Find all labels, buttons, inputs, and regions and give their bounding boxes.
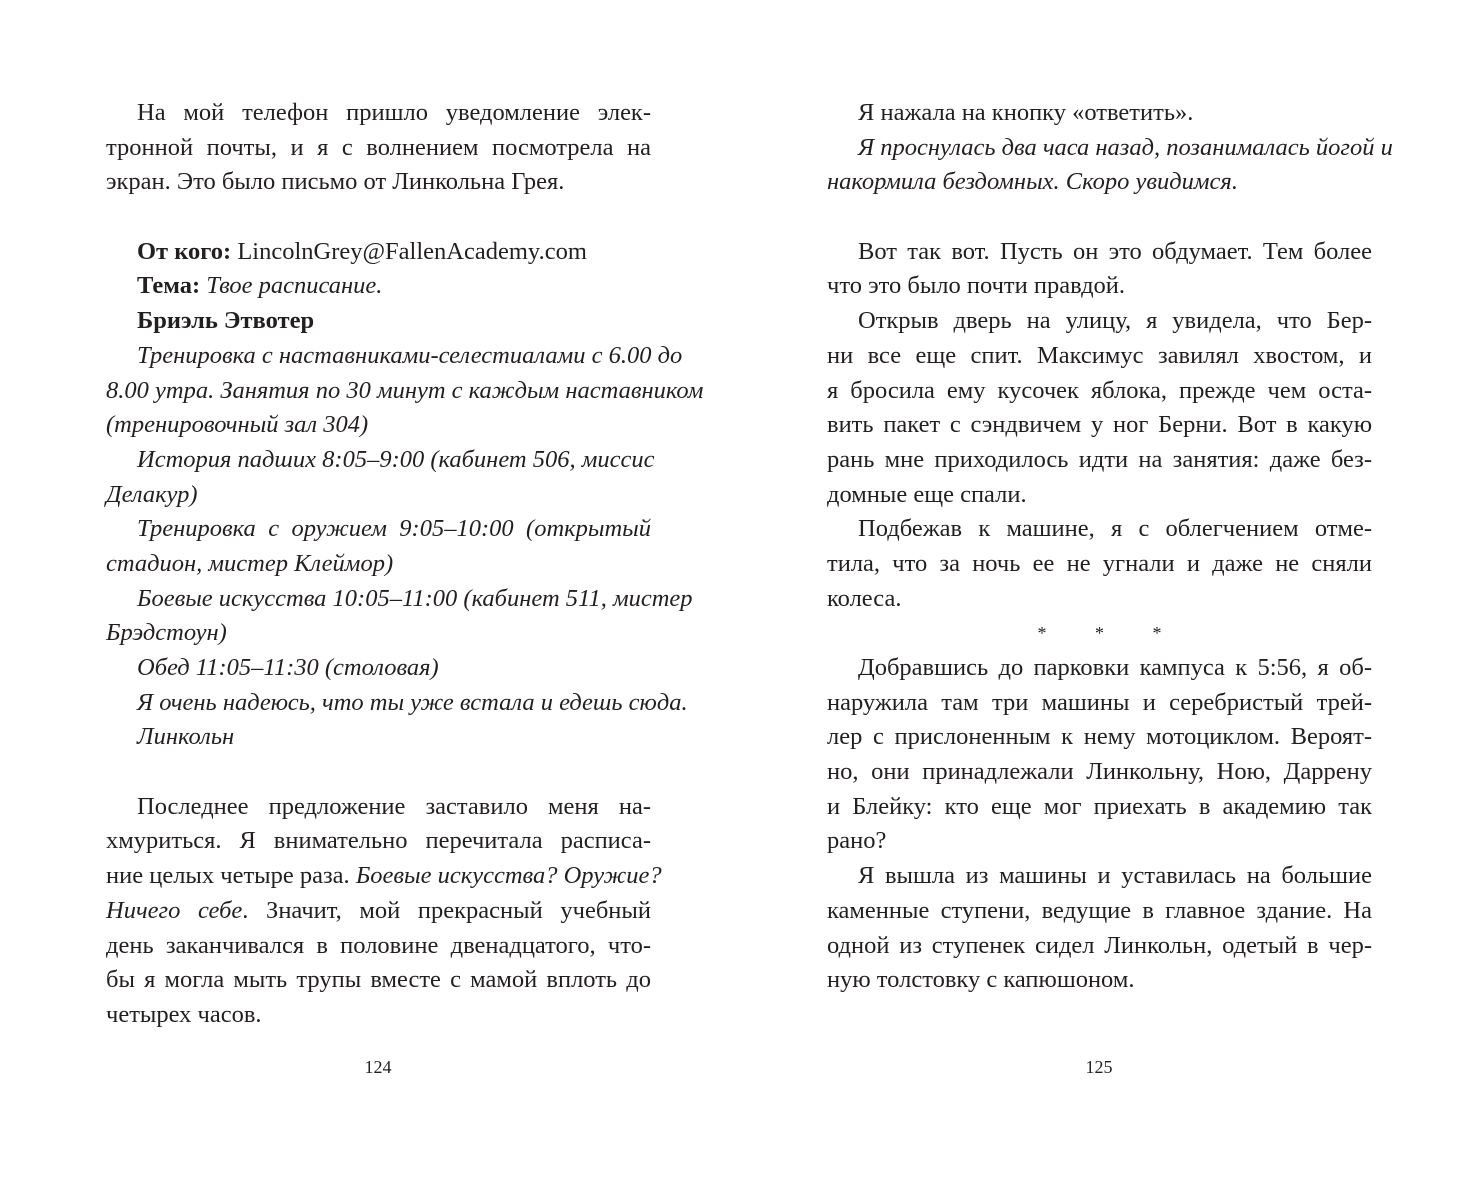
schedule-line: Делакур) (106, 480, 198, 508)
text-line: Вот так вот. Пусть он это обдумает. Тем более (858, 237, 1372, 265)
schedule-line: Тренировка с наставниками-селестиалами с 6.00 до (137, 341, 683, 369)
section-separator: * * * (1037, 623, 1184, 644)
schedule-line: Тренировка с оружием 9:05–10:00 (открытый (137, 515, 651, 543)
schedule-line: 8.00 утра. Занятия по 30 минут с каждым наставником (106, 376, 704, 404)
schedule-line: Брэдстоун) (106, 619, 227, 647)
email-from-label: От кого: (137, 237, 232, 265)
text-line: колеса. (827, 584, 902, 612)
schedule-line: Боевые искусства 10:05–11:00 (кабинет 511, мистер (137, 584, 693, 612)
text-fragment: . Значит, мой прекрасный учебный (242, 896, 651, 924)
text-line: день заканчивался в половине двенадцатого, что- (106, 931, 651, 959)
text-line: тронной почты, и я с волнением посмотрела на (106, 133, 651, 161)
page-number-left: 124 (364, 1057, 392, 1077)
schedule-line: История падших 8:05–9:00 (кабинет 506, миссис (137, 445, 655, 473)
schedule-line: Обед 11:05–11:30 (столовая) (137, 654, 439, 681)
email-subject-value: Твое расписание. (206, 272, 383, 300)
text-line: Открыв дверь на улицу, я увидела, что Бер- (858, 307, 1372, 335)
text-line: хмуриться. Я внимательно перечитала расписа- (106, 827, 651, 855)
text-line: и Блейку: кто еще мог приехать в академию так (827, 792, 1372, 820)
text-line: рань мне приходилось идти на занятия: даже без- (827, 445, 1372, 473)
text-line: четырех часов. (106, 1000, 262, 1028)
text-line: тила, что за ночь ее не угнали и даже не сняли (827, 549, 1372, 577)
email-subject-label: Тема: (137, 272, 201, 300)
reply-text-line: Я проснулась два часа назад, позанималась йогой и (858, 133, 1393, 161)
text-line: каменные ступени, ведущие в главное здание. На (827, 896, 1372, 924)
text-line: бы я могла мыть трупы вместе с мамой вплоть до (106, 966, 651, 994)
reply-text-line: накормила бездомных. Скоро увидимся. (827, 168, 1238, 196)
text-line: я бросила ему кусочек яблока, прежде чем оста- (827, 376, 1372, 404)
right-page (827, 96, 1393, 998)
email-subject (106, 269, 651, 304)
text-fragment-italic: Ничего себе (106, 896, 243, 924)
email-from-value: LincolnGrey@FallenAcademy.com (237, 237, 587, 265)
text-line: Подбежав к машине, я с облегчением отме- (858, 515, 1372, 543)
text-line: Добравшись до парковки кампуса к 5:56, я об- (858, 654, 1372, 681)
email-closing-line: Я очень надеюсь, что ты уже встала и едешь сюда. (137, 688, 688, 716)
text-line: На мой телефон пришло уведомление элек- (137, 99, 651, 126)
text-line: Я нажала на кнопку «ответить». (858, 99, 1194, 126)
schedule-line: (тренировочный зал 304) (106, 411, 369, 439)
text-line: Последнее предложение заставило меня на- (137, 792, 651, 820)
page-number-right: 125 (1085, 1057, 1113, 1077)
text-fragment-italic: Боевые искусства? Оружие? (355, 862, 662, 890)
text-line: домные еще спали. (827, 480, 1027, 508)
text-line: экран. Это было письмо от Линкольна Грея. (106, 168, 565, 196)
email-recipient: Бриэль Этвотер (137, 307, 315, 335)
text-line: что это было почти правдой. (827, 272, 1126, 300)
text-line: ную толстовку с капюшоном. (827, 966, 1135, 994)
text-fragment: ние целых четыре раза. (106, 862, 356, 890)
schedule-line: стадион, мистер Клеймор) (106, 549, 394, 577)
text-line: ни все еще спит. Максимус завилял хвостом, и (827, 341, 1372, 369)
text-line: одной из ступенек сидел Линкольн, одетый в чер- (827, 931, 1372, 959)
text-line: наружила там три машины и серебристый трей- (827, 688, 1372, 716)
text-line: но, они принадлежали Линкольну, Ною, Даррену (827, 758, 1372, 786)
email-signature: Линкольн (137, 723, 235, 751)
text-line: Я вышла из машины и уставилась на большие (858, 862, 1372, 890)
text-line: вить пакет с сэндвичем у ног Берни. Вот в какую (827, 411, 1372, 439)
text-line (106, 894, 651, 929)
left-page (106, 96, 704, 1033)
email-from (106, 235, 651, 270)
text-line (106, 859, 662, 894)
text-line: рано? (827, 827, 887, 855)
text-line: лер с прислоненным к нему мотоциклом. Вероят- (827, 723, 1372, 751)
